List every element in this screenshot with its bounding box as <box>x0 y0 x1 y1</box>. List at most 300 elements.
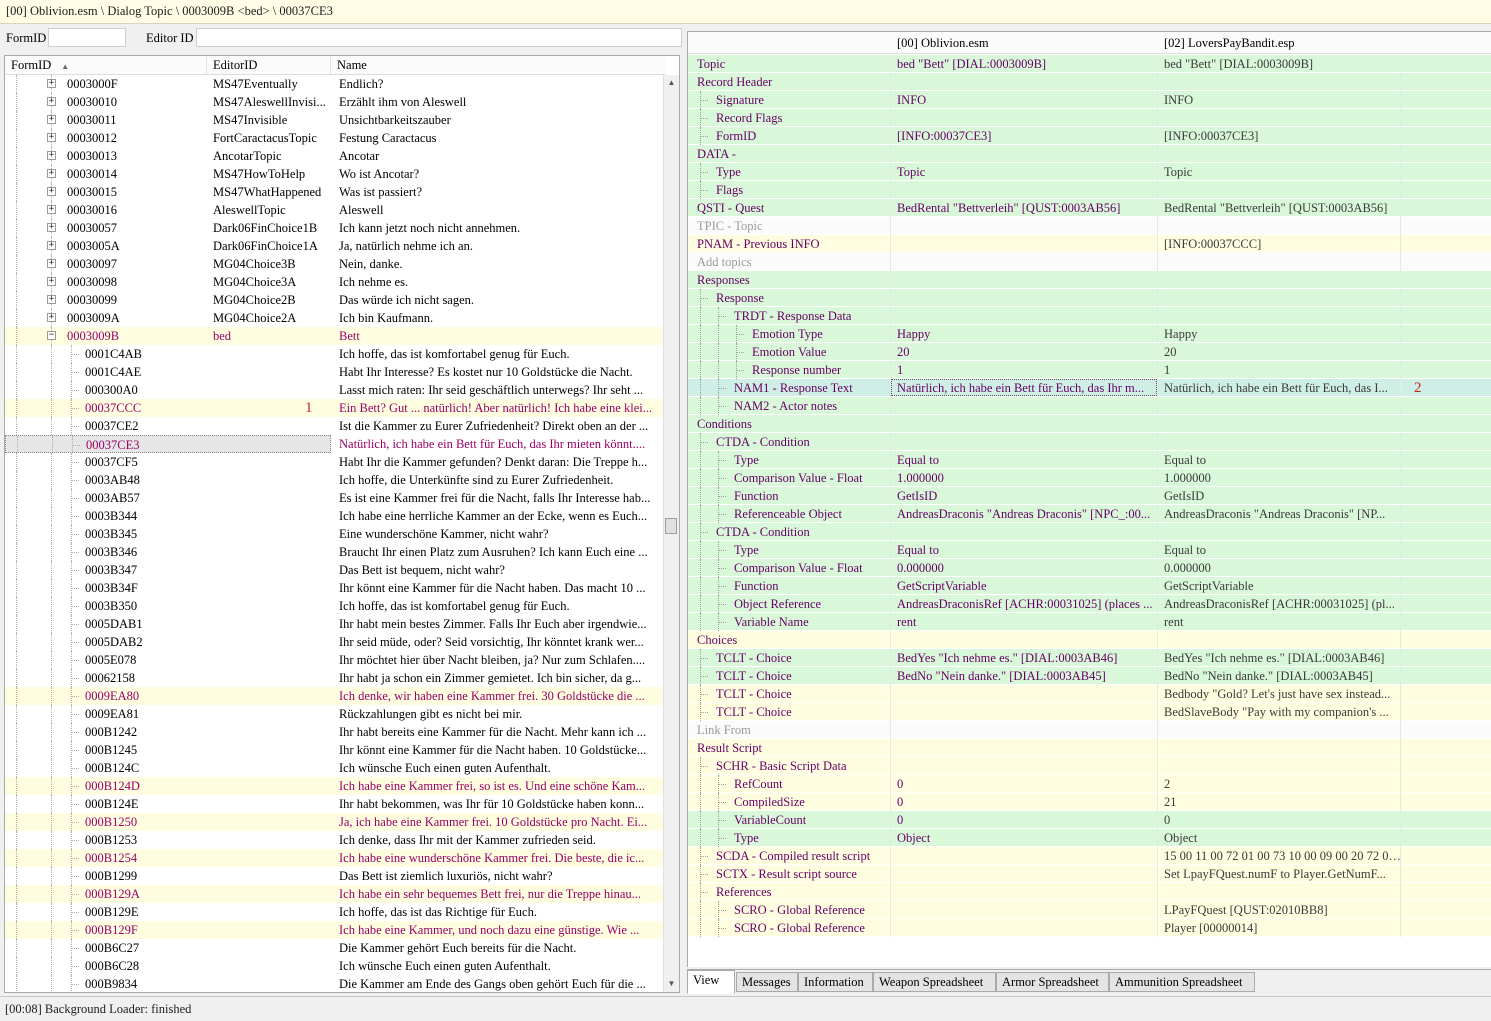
value-loverspaybandit-esp[interactable] <box>1164 739 1404 756</box>
plus-icon[interactable]: + <box>48 276 55 286</box>
tree-row-formid-cell[interactable]: + 0003005A <box>5 237 331 255</box>
value-oblivion-esm[interactable]: INFO <box>897 93 927 107</box>
value-oblivion-esm[interactable] <box>897 181 1159 198</box>
value-loverspaybandit-esp[interactable]: 0 <box>1164 813 1171 827</box>
grid-row[interactable] <box>688 523 1491 541</box>
tree-row[interactable] <box>5 741 665 759</box>
value-loverspaybandit-esp[interactable]: Topic <box>1164 165 1193 179</box>
plus-icon[interactable]: + <box>48 204 55 214</box>
grid-row[interactable] <box>688 199 1491 217</box>
grid-row[interactable] <box>688 559 1491 577</box>
tree-row-formid-cell[interactable]: + 00030010 <box>5 93 331 111</box>
value-loverspaybandit-esp[interactable]: GetScriptVariable <box>1164 579 1254 593</box>
tree-row-formid-cell[interactable]: + 00030012 <box>5 129 331 147</box>
value-oblivion-esm[interactable]: 1.000000 <box>897 471 944 485</box>
value-loverspaybandit-esp[interactable]: 15 00 11 00 72 01 00 73 10 00 09 00 20 72 02... <box>1164 849 1404 863</box>
grid-row[interactable] <box>688 343 1491 361</box>
tree-row-formid-cell[interactable]: 00037CF5 <box>5 453 331 471</box>
grid-row[interactable] <box>688 379 1491 397</box>
value-oblivion-esm[interactable]: 20 <box>897 345 910 359</box>
tree-row[interactable] <box>5 111 665 129</box>
tree-row[interactable] <box>5 399 665 417</box>
plus-icon[interactable]: + <box>48 78 55 88</box>
tree-row-formid-cell[interactable]: 000B129A <box>5 885 331 903</box>
value-oblivion-esm[interactable]: bed "Bett" [DIAL:0003009B] <box>897 57 1047 71</box>
value-oblivion-esm[interactable]: [INFO:00037CE3] <box>897 129 992 143</box>
tree-row[interactable] <box>5 777 665 795</box>
tree-row[interactable] <box>5 291 665 309</box>
value-loverspaybandit-esp[interactable]: LPayFQuest [QUST:02010BB8] <box>1164 903 1328 917</box>
tree-row[interactable] <box>5 237 665 255</box>
value-oblivion-esm[interactable]: GetScriptVariable <box>897 579 987 593</box>
tree-row-formid-cell[interactable]: + 00030097 <box>5 255 331 273</box>
tree-row-formid-cell[interactable]: + 00030014 <box>5 165 331 183</box>
plus-icon[interactable]: + <box>48 150 55 160</box>
value-loverspaybandit-esp[interactable] <box>1164 631 1404 648</box>
tree-row-formid-cell[interactable]: 00037CE3 <box>5 435 331 453</box>
value-loverspaybandit-esp[interactable] <box>1164 883 1404 900</box>
grid-row[interactable] <box>688 811 1491 829</box>
tree-row[interactable] <box>5 435 665 453</box>
value-loverspaybandit-esp[interactable] <box>1164 757 1404 774</box>
value-oblivion-esm[interactable] <box>897 631 1159 648</box>
tree-row[interactable] <box>5 417 665 435</box>
value-oblivion-esm[interactable] <box>897 847 1159 864</box>
grid-row-label: Type <box>734 831 759 845</box>
tree-row-formid-cell[interactable]: 000B9834 <box>5 975 331 993</box>
tree-row[interactable] <box>5 579 665 597</box>
value-oblivion-esm[interactable] <box>897 919 1159 936</box>
tab-messages[interactable]: Messages <box>736 972 798 992</box>
tree-row[interactable] <box>5 597 665 615</box>
plus-icon[interactable]: + <box>48 114 55 124</box>
grid-row[interactable] <box>688 127 1491 145</box>
tree-row[interactable] <box>5 615 665 633</box>
tree-row-formid-cell[interactable]: 0003AB57 <box>5 489 331 507</box>
value-oblivion-esm[interactable] <box>897 757 1159 774</box>
tab-ammunition-spreadsheet[interactable]: Ammunition Spreadsheet <box>1109 972 1255 992</box>
plus-icon[interactable]: + <box>48 168 55 178</box>
value-loverspaybandit-esp[interactable] <box>1164 307 1404 324</box>
tree-row[interactable] <box>5 345 665 363</box>
value-loverspaybandit-esp[interactable]: 2 <box>1164 777 1171 791</box>
tree-row-formid-cell[interactable]: 000300A0 <box>5 381 331 399</box>
grid-row-label: Type <box>716 165 741 179</box>
value-loverspaybandit-esp[interactable]: BedRental "Bettverleih" [QUST:0003AB56] <box>1164 201 1388 215</box>
value-oblivion-esm[interactable] <box>897 253 1159 270</box>
plus-icon[interactable]: + <box>48 240 55 250</box>
value-oblivion-esm[interactable]: AndreasDraconisRef [ACHR:00031025] (places ... <box>897 597 1153 611</box>
value-loverspaybandit-esp[interactable]: 21 <box>1164 795 1177 809</box>
tree-row[interactable] <box>5 471 665 489</box>
grid-row[interactable] <box>688 217 1491 235</box>
value-oblivion-esm[interactable]: Equal to <box>897 453 940 467</box>
grid-row[interactable] <box>688 739 1491 757</box>
value-loverspaybandit-esp[interactable] <box>1164 433 1404 450</box>
value-loverspaybandit-esp[interactable]: [INFO:00037CCC] <box>1164 237 1262 251</box>
grid-row[interactable] <box>688 919 1491 937</box>
value-oblivion-esm[interactable]: 0 <box>897 777 904 791</box>
tree-row-name: Ich denke, wir haben eine Kammer frei. 30 Goldstücke die ... <box>339 689 645 703</box>
grid-row[interactable] <box>688 451 1491 469</box>
tree-row[interactable] <box>5 129 665 147</box>
tree-row-formid-cell[interactable]: 000B124C <box>5 759 331 777</box>
tree-row-formid-cell[interactable]: − 0003009B <box>5 327 331 345</box>
tree-row[interactable] <box>5 453 665 471</box>
value-oblivion-esm[interactable] <box>897 865 1159 882</box>
value-loverspaybandit-esp[interactable]: Natürlich, ich habe ein Bett für Euch, das I... <box>1164 381 1388 395</box>
grid-header <box>688 32 1491 54</box>
grid-row[interactable] <box>688 541 1491 559</box>
tree-row-formid-cell[interactable]: + 0003000F <box>5 75 331 93</box>
plus-icon[interactable]: + <box>48 258 55 268</box>
column-formid[interactable]: FormID ▲ <box>5 56 207 74</box>
grid-row[interactable] <box>688 667 1491 685</box>
tree-row-formid-cell[interactable]: 00037CE2 <box>5 417 331 435</box>
value-loverspaybandit-esp[interactable]: Happy <box>1164 327 1198 341</box>
value-oblivion-esm[interactable]: Object <box>897 831 931 845</box>
editorid-filter-label: Editor ID <box>146 31 194 45</box>
tree-row-formid-cell[interactable]: 0003B344 <box>5 507 331 525</box>
tab-armor-spreadsheet[interactable]: Armor Spreadsheet <box>996 972 1109 992</box>
grid-row[interactable] <box>688 793 1491 811</box>
tree-row[interactable] <box>5 795 665 813</box>
grid-row[interactable] <box>688 595 1491 613</box>
value-oblivion-esm[interactable] <box>897 415 1159 432</box>
tree-row[interactable] <box>5 273 665 291</box>
value-oblivion-esm[interactable]: 1 <box>897 363 904 377</box>
tree-row-formid-cell[interactable]: 000B1250 <box>5 813 331 831</box>
grid-row-label: Add topics <box>697 255 752 269</box>
value-oblivion-esm[interactable] <box>897 739 1159 756</box>
tree-row-formid-cell[interactable]: 0003B346 <box>5 543 331 561</box>
value-oblivion-esm[interactable]: AndreasDraconis "Andreas Draconis" [NPC_:00... <box>897 507 1151 521</box>
column-oblivion-esm[interactable]: [00] Oblivion.esm <box>897 36 989 50</box>
value-oblivion-esm[interactable]: Equal to <box>897 543 940 557</box>
tree-row[interactable] <box>5 687 665 705</box>
plus-icon[interactable]: + <box>48 312 55 322</box>
plus-icon[interactable]: + <box>48 186 55 196</box>
tree-row[interactable] <box>5 561 665 579</box>
grid-row[interactable] <box>688 271 1491 289</box>
scroll-down-icon[interactable]: ▼ <box>667 979 676 988</box>
grid-row[interactable] <box>688 235 1491 253</box>
value-oblivion-esm[interactable]: 0.000000 <box>897 561 944 575</box>
grid-row[interactable] <box>688 883 1491 901</box>
value-loverspaybandit-esp[interactable] <box>1164 721 1404 738</box>
tree-row[interactable] <box>5 633 665 651</box>
grid-row[interactable] <box>688 163 1491 181</box>
plus-icon[interactable]: + <box>48 132 55 142</box>
tree-row[interactable] <box>5 489 665 507</box>
tree-row[interactable] <box>5 723 665 741</box>
tree-row-formid-cell[interactable]: 0003B350 <box>5 597 331 615</box>
column-loverspaybandit-esp[interactable]: [02] LoversPayBandit.esp <box>1164 36 1295 50</box>
value-oblivion-esm[interactable]: Happy <box>897 327 931 341</box>
value-loverspaybandit-esp[interactable] <box>1164 523 1404 540</box>
value-loverspaybandit-esp[interactable]: 0.000000 <box>1164 561 1211 575</box>
value-oblivion-esm[interactable]: GetIsID <box>897 489 938 503</box>
value-oblivion-esm[interactable]: BedNo "Nein danke." [DIAL:0003AB45] <box>897 669 1106 683</box>
tree-row[interactable] <box>5 183 665 201</box>
grid-row[interactable] <box>688 505 1491 523</box>
plus-icon[interactable]: + <box>48 294 55 304</box>
tree-row-formid-cell[interactable]: 0003AB48 <box>5 471 331 489</box>
value-oblivion-esm[interactable] <box>897 883 1159 900</box>
grid-row[interactable] <box>688 703 1491 721</box>
grid-row[interactable] <box>688 469 1491 487</box>
grid-row[interactable] <box>688 145 1491 163</box>
tree-row-formid-cell[interactable]: + 00030013 <box>5 147 331 165</box>
grid-row-label: SCDA - Compiled result script <box>716 849 871 863</box>
editorid-filter-input[interactable] <box>196 28 682 47</box>
tree-row-formid-cell[interactable]: + 0003009A <box>5 309 331 327</box>
value-loverspaybandit-esp[interactable]: AndreasDraconis "Andreas Draconis" [NP... <box>1164 507 1386 521</box>
tree-row-formid-cell[interactable]: 0001C4AB <box>5 345 331 363</box>
grid-row-label: Conditions <box>697 417 752 431</box>
value-loverspaybandit-esp[interactable]: Equal to <box>1164 543 1207 557</box>
value-loverspaybandit-esp[interactable] <box>1164 73 1404 90</box>
tree-row[interactable] <box>5 309 665 327</box>
tree-row[interactable] <box>5 201 665 219</box>
tree-row-formid-cell[interactable]: 000B6C27 <box>5 939 331 957</box>
value-loverspaybandit-esp[interactable] <box>1164 181 1404 198</box>
tree-row-editorid: MG04Choice3B <box>213 257 296 271</box>
tree-row[interactable] <box>5 867 665 885</box>
grid-row[interactable] <box>688 613 1491 631</box>
tree-row[interactable] <box>5 525 665 543</box>
tree-row-formid-cell[interactable]: 000B124E <box>5 795 331 813</box>
value-loverspaybandit-esp[interactable]: 1.000000 <box>1164 471 1211 485</box>
grid-row[interactable] <box>688 577 1491 595</box>
grid-row-label: Emotion Type <box>752 327 823 341</box>
grid-row[interactable] <box>688 361 1491 379</box>
tree-row-formid-cell[interactable]: 0003B345 <box>5 525 331 543</box>
value-oblivion-esm[interactable] <box>897 271 1159 288</box>
tree-row[interactable] <box>5 327 665 345</box>
tree-row[interactable] <box>5 507 665 525</box>
value-oblivion-esm[interactable]: BedRental "Bettverleih" [QUST:0003AB56] <box>897 201 1121 215</box>
value-loverspaybandit-esp[interactable]: Equal to <box>1164 453 1207 467</box>
formid-filter-input[interactable] <box>48 28 126 47</box>
tab-information[interactable]: Information <box>798 972 873 992</box>
tree-row[interactable] <box>5 543 665 561</box>
tree-row-formid-cell[interactable]: 0005DAB2 <box>5 633 331 651</box>
tree-row-formid-cell[interactable]: 000B124D <box>5 777 331 795</box>
tree-row-formid-cell[interactable]: 000B129F <box>5 921 331 939</box>
tree-row[interactable] <box>5 957 665 975</box>
tree-row-formid-cell[interactable]: 000B6C28 <box>5 957 331 975</box>
tree-row-formid-cell[interactable]: 000B1253 <box>5 831 331 849</box>
value-loverspaybandit-esp[interactable]: Bedbody "Gold? Let's just have sex instead... <box>1164 687 1391 701</box>
tab-view[interactable]: View <box>687 970 735 994</box>
grid-row[interactable] <box>688 775 1491 793</box>
value-oblivion-esm[interactable] <box>897 685 1159 702</box>
minus-icon[interactable]: − <box>48 330 55 340</box>
grid-row[interactable] <box>688 91 1491 109</box>
value-loverspaybandit-esp[interactable] <box>1164 397 1404 414</box>
value-oblivion-esm[interactable] <box>897 235 1159 252</box>
value-loverspaybandit-esp[interactable] <box>1164 289 1404 306</box>
tree-row-name: Habt Ihr die Kammer gefunden? Denkt daran: Die Treppe h... <box>339 455 648 469</box>
tree-row-formid-cell[interactable]: + 00030015 <box>5 183 331 201</box>
grid-row[interactable] <box>688 289 1491 307</box>
tree-row-formid-cell[interactable]: 000B1299 <box>5 867 331 885</box>
tree-row[interactable] <box>5 219 665 237</box>
value-loverspaybandit-esp[interactable]: BedNo "Nein danke." [DIAL:0003AB45] <box>1164 669 1373 683</box>
tab-weapon-spreadsheet[interactable]: Weapon Spreadsheet <box>873 972 996 992</box>
tree-row-formid-cell[interactable]: 0005E078 <box>5 651 331 669</box>
tree-row-formid-cell[interactable]: 000B1254 <box>5 849 331 867</box>
value-oblivion-esm[interactable] <box>897 145 1159 162</box>
value-loverspaybandit-esp[interactable]: AndreasDraconisRef [ACHR:00031025] (pl... <box>1164 597 1395 611</box>
record-view-grid[interactable] <box>687 31 1491 967</box>
value-loverspaybandit-esp[interactable] <box>1164 109 1404 126</box>
grid-row[interactable] <box>688 829 1491 847</box>
value-loverspaybandit-esp[interactable]: bed "Bett" [DIAL:0003009B] <box>1164 57 1314 71</box>
tree-row[interactable] <box>5 75 665 93</box>
tree-row[interactable] <box>5 813 665 831</box>
value-oblivion-esm[interactable] <box>897 901 1159 918</box>
grid-row[interactable] <box>688 865 1491 883</box>
tree-row-formid-cell[interactable]: 000B1242 <box>5 723 331 741</box>
value-loverspaybandit-esp[interactable]: 1 <box>1164 363 1171 377</box>
tree-row[interactable] <box>5 759 665 777</box>
tree-row[interactable] <box>5 975 665 993</box>
value-oblivion-esm[interactable] <box>897 307 1159 324</box>
value-oblivion-esm[interactable]: 0 <box>897 813 904 827</box>
tree-row[interactable] <box>5 921 665 939</box>
tree-row-formid-cell[interactable]: + 00030016 <box>5 201 331 219</box>
tree-row-formid-cell[interactable]: 0003B347 <box>5 561 331 579</box>
value-oblivion-esm[interactable]: Natürlich, ich habe ein Bett für Euch, das Ihr m... <box>897 381 1145 395</box>
tree-row-formid-cell[interactable]: 00037CCC <box>5 399 331 417</box>
column-editorid[interactable]: EditorID <box>207 56 331 74</box>
tree-row-formid-cell[interactable]: 0009EA80 <box>5 687 331 705</box>
plus-icon[interactable]: + <box>48 96 55 106</box>
scroll-thumb[interactable] <box>665 518 677 534</box>
value-oblivion-esm[interactable] <box>897 397 1159 414</box>
record-tree[interactable] <box>4 55 680 993</box>
tree-row[interactable] <box>5 165 665 183</box>
tree-row[interactable] <box>5 147 665 165</box>
tree-row-formid-cell[interactable]: 0009EA81 <box>5 705 331 723</box>
grid-row[interactable] <box>688 397 1491 415</box>
tree-row[interactable] <box>5 831 665 849</box>
grid-row[interactable] <box>688 415 1491 433</box>
value-oblivion-esm[interactable]: Topic <box>897 165 926 179</box>
value-loverspaybandit-esp[interactable] <box>1164 145 1404 162</box>
value-oblivion-esm[interactable]: 0 <box>897 795 904 809</box>
value-oblivion-esm[interactable] <box>897 217 1159 234</box>
grid-row[interactable] <box>688 55 1491 73</box>
value-oblivion-esm[interactable] <box>897 703 1159 720</box>
tree-row[interactable] <box>5 939 665 957</box>
tree-row[interactable] <box>5 255 665 273</box>
grid-row[interactable] <box>688 631 1491 649</box>
grid-row[interactable] <box>688 253 1491 271</box>
formid-filter-label: FormID <box>6 31 47 45</box>
tree-row[interactable] <box>5 381 665 399</box>
tree-row-editorid <box>213 849 333 867</box>
value-loverspaybandit-esp[interactable] <box>1164 271 1404 288</box>
tree-row[interactable] <box>5 93 665 111</box>
tree-row-formid-cell[interactable]: + 00030098 <box>5 273 331 291</box>
value-oblivion-esm[interactable] <box>897 721 1159 738</box>
grid-row[interactable] <box>688 325 1491 343</box>
tree-row[interactable] <box>5 669 665 687</box>
grid-row[interactable] <box>688 901 1491 919</box>
grid-row[interactable] <box>688 685 1491 703</box>
grid-row[interactable] <box>688 847 1491 865</box>
annotation-marker: 1 <box>305 400 313 416</box>
grid-row[interactable] <box>688 109 1491 127</box>
tree-row-formid-cell[interactable]: 0001C4AE <box>5 363 331 381</box>
grid-row[interactable] <box>688 721 1491 739</box>
value-loverspaybandit-esp[interactable]: Set LpayFQuest.numF to Player.GetNumF... <box>1164 867 1386 881</box>
grid-row[interactable] <box>688 181 1491 199</box>
value-loverspaybandit-esp[interactable] <box>1164 415 1404 432</box>
value-loverspaybandit-esp[interactable]: rent <box>1164 615 1184 629</box>
tree-row[interactable] <box>5 885 665 903</box>
grid-row-label: QSTI - Quest <box>697 201 765 215</box>
value-loverspaybandit-esp[interactable]: BedYes "Ich nehme es." [DIAL:0003AB46] <box>1164 651 1385 665</box>
value-loverspaybandit-esp[interactable]: INFO <box>1164 93 1194 107</box>
value-oblivion-esm[interactable]: rent <box>897 615 917 629</box>
value-loverspaybandit-esp[interactable]: Player [00000014] <box>1164 921 1258 935</box>
tree-row[interactable] <box>5 651 665 669</box>
tree-row[interactable] <box>5 363 665 381</box>
grid-row[interactable] <box>688 433 1491 451</box>
value-oblivion-esm[interactable]: BedYes "Ich nehme es." [DIAL:0003AB46] <box>897 651 1118 665</box>
grid-row[interactable] <box>688 487 1491 505</box>
value-oblivion-esm[interactable] <box>897 73 1159 90</box>
value-oblivion-esm[interactable] <box>897 289 1159 306</box>
value-loverspaybandit-esp[interactable]: Object <box>1164 831 1198 845</box>
tree-row-formid-cell[interactable]: + 00030057 <box>5 219 331 237</box>
tree-row-formid-cell[interactable]: 000B1245 <box>5 741 331 759</box>
scroll-up-icon[interactable]: ▲ <box>667 78 676 87</box>
tree-row-formid-cell[interactable]: 0005DAB1 <box>5 615 331 633</box>
tree-scrollbar[interactable] <box>663 75 679 992</box>
grid-row[interactable] <box>688 649 1491 667</box>
tree-row-formid-cell[interactable]: 00062158 <box>5 669 331 687</box>
tree-row-editorid <box>213 489 333 507</box>
tree-row-formid-cell[interactable]: 000B129E <box>5 903 331 921</box>
value-oblivion-esm[interactable] <box>897 433 1159 450</box>
plus-icon[interactable]: + <box>48 222 55 232</box>
column-name[interactable]: Name <box>337 58 367 72</box>
value-loverspaybandit-esp[interactable]: 20 <box>1164 345 1177 359</box>
value-loverspaybandit-esp[interactable]: [INFO:00037CE3] <box>1164 129 1259 143</box>
value-oblivion-esm[interactable] <box>897 109 1159 126</box>
grid-row[interactable] <box>688 307 1491 325</box>
grid-row[interactable] <box>688 73 1491 91</box>
grid-row[interactable] <box>688 757 1491 775</box>
value-loverspaybandit-esp[interactable] <box>1164 217 1404 234</box>
tree-row[interactable] <box>5 705 665 723</box>
value-loverspaybandit-esp[interactable]: GetIsID <box>1164 489 1205 503</box>
tree-row-formid-cell[interactable]: 0003B34F <box>5 579 331 597</box>
value-loverspaybandit-esp[interactable] <box>1164 253 1404 270</box>
tree-row-formid-cell[interactable]: + 00030099 <box>5 291 331 309</box>
value-oblivion-esm[interactable] <box>897 523 1159 540</box>
tree-row-formid-cell[interactable]: + 00030011 <box>5 111 331 129</box>
value-loverspaybandit-esp[interactable]: BedSlaveBody "Pay with my companion's ... <box>1164 705 1389 719</box>
tree-row-editorid <box>213 795 333 813</box>
tree-row[interactable] <box>5 849 665 867</box>
tree-row[interactable] <box>5 903 665 921</box>
